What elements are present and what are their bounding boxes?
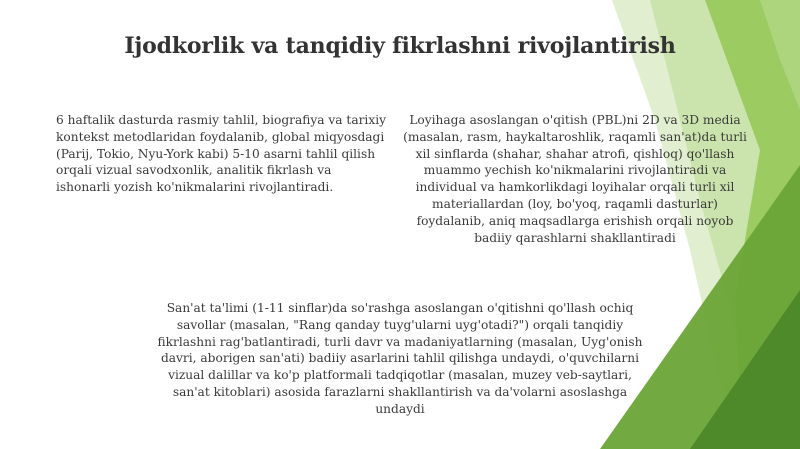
slide-title: Ijodkorlik va tanqidiy fikrlashni rivojlantirish	[124, 33, 676, 59]
paragraph-bottom: San'at ta'limi (1-11 sinflar)da so'rashga asoslangan o'qitishni qo'llash ochiq savollar (masalan, "Rang qanday tuyg'ularni uyg'otadi?") orqali tanqidiy fikrlashni rag'batlantiradi, turli davr va madaniyatlarning (masalan, Uyg'onish davri, aborigen san'ati) badiiy asarlarini tahlil qilishga undaydi, o'quvchilarni vizual dalillar va ko'p platformali tadqiqotlar (masalan, muzey veb-saytlari, san'at kitoblari) asosida farazlarni shakllantirish va da'volarni asoslashga undaydi	[157, 301, 643, 416]
paragraph-right: Loyihaga asoslangan o'qitish (PBL)ni 2D va 3D media (masalan, rasm, haykaltaroshlik, raqamli san'at)da turli xil sinflarda (shahar, shahar atrofi, qishloq) qo'llash muammo yechish ko'nikmalarini rivojlantiradi va individual va hamkorlikdagi loyihalar orqali turli xil materiallardan (loy, bo'yoq, raqamli dasturlar) foydalanib, aniq maqsadlarga erishish orqali noyob badiiy qarashlarni shakllantiradi	[403, 113, 747, 245]
paragraph-left: 6 haftalik dasturda rasmiy tahlil, biografiya va tarixiy kontekst metodlaridan foydalanib, global miqyosdagi (Parij, Tokio, Nyu-York kabi) 5-10 asarni tahlil qilish orqali vizual savodxonlik, analitik fikrlash va ishonarli yozish ko'nikmalarini rivojlantiradi.	[56, 113, 386, 195]
